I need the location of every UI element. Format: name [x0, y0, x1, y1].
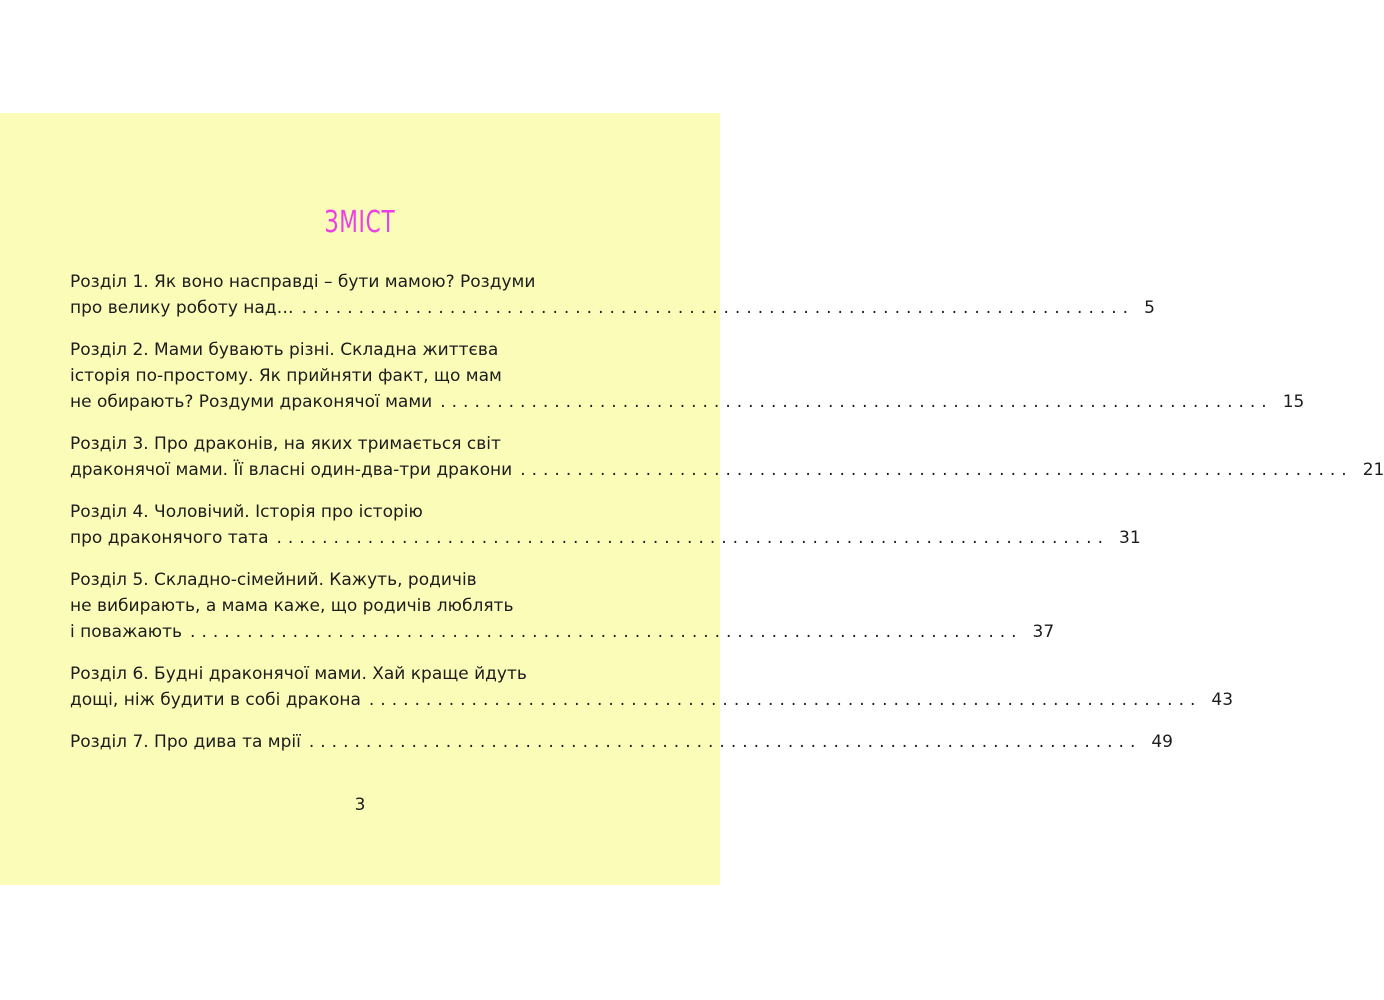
toc-entry-text: Розділ 5. Складно-сімейний. Кажуть, родичів [70, 570, 477, 590]
toc-entry[interactable] [70, 567, 1055, 645]
toc-entry-text: Розділ 7. Про дива та мрії [70, 732, 301, 752]
toc-page-number: 31 [1119, 528, 1141, 548]
toc-entry-text: не обирають? Роздуми драконячої мами [70, 392, 433, 412]
leader-dots: ......................................................................... [440, 392, 1273, 412]
toc-page-number: 49 [1151, 732, 1173, 752]
toc-entry-text: Розділ 4. Чоловічий. Історія про історію [70, 502, 423, 522]
toc-entry[interactable] [70, 729, 1173, 755]
toc-page-number: 37 [1032, 622, 1055, 642]
leader-dots: ......................................................................... [308, 732, 1142, 752]
toc-entry-text: Розділ 6. Будні драконячої мами. Хай краще йдуть [70, 664, 527, 684]
toc-entry[interactable] [70, 661, 1234, 713]
page-number: 3 [354, 795, 366, 815]
toc-entry-text: Розділ 3. Про драконів, на яких тримається світ [70, 434, 501, 454]
toc-entry-text: не вибирають, а мама каже, що родичів люблять [70, 596, 514, 616]
toc-entry[interactable] [70, 431, 1384, 483]
leader-dots: ......................................................................... [368, 690, 1202, 710]
toc-page-number: 43 [1211, 690, 1234, 710]
toc-entry[interactable] [70, 499, 1141, 551]
toc-entry-text: і поважають [70, 622, 183, 642]
toc-entry[interactable] [70, 269, 1155, 321]
toc-title: ЗМІСТ [324, 205, 396, 240]
toc-page-number: 15 [1282, 392, 1305, 412]
toc-entry-text: історія по-простому. Як прийняти факт, що мам [70, 366, 502, 386]
toc-entry-text: про драконячого тата [70, 528, 269, 548]
toc-entry-text: Розділ 2. Мами бувають різні. Складна життєва [70, 340, 499, 360]
toc-entry-text: про велику роботу над… [70, 298, 294, 318]
leader-dots: ......................................................................... [190, 622, 1023, 642]
leader-dots: ......................................................................... [520, 460, 1353, 480]
toc-entry-text: дощі, ніж будити в собі дракона [70, 690, 361, 710]
toc-entry[interactable] [70, 337, 1305, 415]
toc-page-number: 21 [1362, 460, 1384, 480]
toc-entry-text: Розділ 1. Як воно насправді – бути мамою? Роздуми [70, 272, 536, 292]
toc-page-number: 5 [1144, 298, 1155, 318]
leader-dots: ......................................................................... [276, 528, 1109, 548]
toc-entry-text: драконячої мами. Її власні один-два-три дракони [70, 460, 513, 480]
leader-dots: ......................................................................... [301, 298, 1135, 318]
